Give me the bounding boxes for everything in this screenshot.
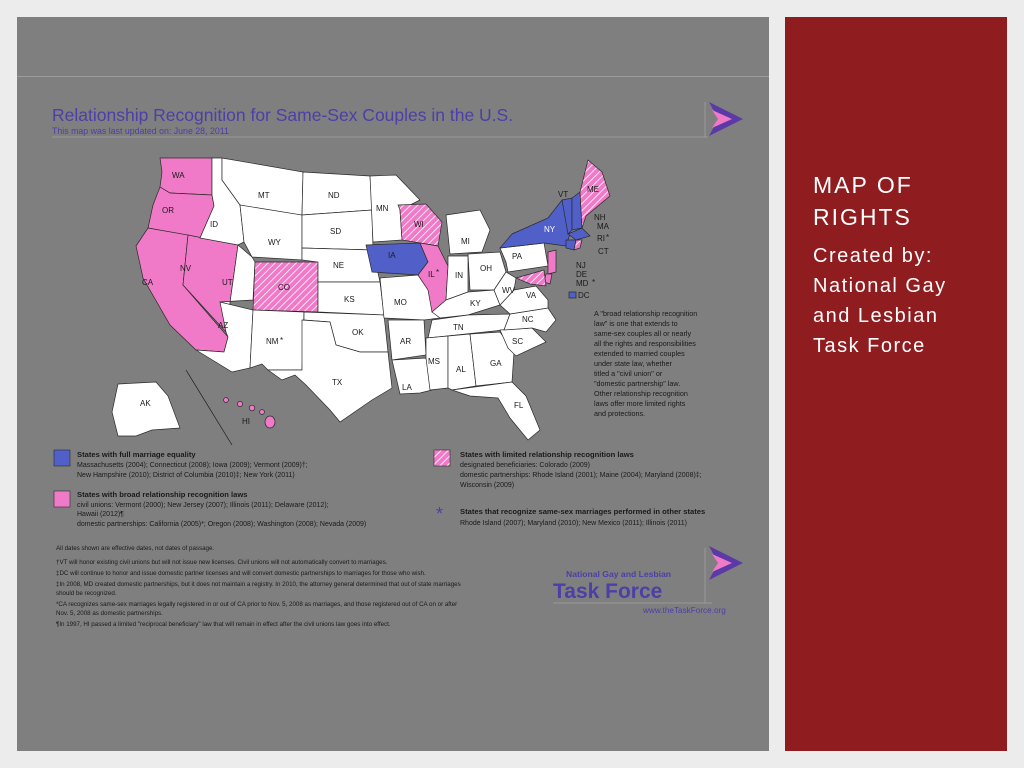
state-label-ct: CT [598,247,609,256]
footnote-line: †VT will honor existing civil unions but will not issue new licenses. Civil unions will not automatically convert to marriages. [56,559,388,566]
state-label-or: OR [162,206,174,215]
definition-line: "domestic partnership" law. [594,379,681,388]
state-label-hi: HI [242,417,250,426]
state-label-sd: SD [330,227,342,236]
state-label-tn: TN [453,323,464,332]
definition-line: extended to married couples [594,349,685,358]
state-label-ga: GA [490,359,502,368]
state-label-md: MD [576,279,589,288]
state-mi [446,210,490,254]
taskforce-arrow-icon [709,102,743,136]
asterisk-nm: * [280,336,284,345]
logo-url: www.theTaskForce.org [643,606,726,615]
asterisk-md: * [592,278,596,287]
state-md [516,270,546,286]
state-wy [240,205,302,260]
legend-swatch-full [54,450,70,466]
state-label-wv: WV [502,286,515,295]
slide-subtitle-line: Created by: [813,245,933,267]
legend-line: domestic partnerships: Rhode Island (2001); Maine (2004); Maryland (2008)‡; [460,472,702,479]
state-label-me: ME [587,185,599,194]
state-label-az: AZ [218,321,229,330]
slide-title-line: MAP OF [813,172,913,198]
state-label-ar: AR [400,337,412,346]
state-label-mn: MN [376,204,389,213]
slide-subtitle-line: Task Force [813,335,926,357]
state-fl [452,382,540,440]
state-label-wy: WY [268,238,281,247]
state-label-ne: NE [333,261,345,270]
state-label-ms: MS [428,357,440,366]
state-label-ut: UT [222,278,233,287]
logo-line-2: Task Force [553,580,663,603]
state-label-mi: MI [461,237,470,246]
footnote-line: ‡DC will continue to honor and issue domestic partner licenses and will convert domestic partnerships to marriages for those who wish. [56,570,426,577]
legend-heading-limited: States with limited relationship recognition laws [460,450,634,459]
footnote-line: ¶In 1997, HI passed a limited "reciprocal beneficiary" law that will remain in effect after the civil unions law goes into effect. [56,621,391,628]
state-label-oh: OH [480,264,492,273]
state-label-pa: PA [512,252,523,261]
state-label-ky: KY [470,299,481,308]
definition-note [594,309,697,418]
state-ak [112,382,180,436]
state-label-de: DE [576,270,588,279]
state-label-ny: NY [544,225,556,234]
asterisk-ri: * [606,233,610,242]
legend-swatch-limited [434,450,450,466]
taskforce-logo [553,546,743,615]
state-label-wi: WI [414,220,424,229]
footnote-line: All dates shown are effective dates, not dates of passage. [56,545,215,552]
footnote-line: ‡In 2008, MD created domestic partnerships, but it does not maintain a registry. In 2010, the attorney general determined that out of state marriages [56,581,461,588]
state-label-nj: NJ [576,261,586,270]
map-title: Relationship Recognition for Same-Sex Couples in the U.S. [52,105,514,125]
footnote-line: Nov. 5, 2008 as domestic partnerships. [56,610,163,617]
state-label-ca: CA [142,278,154,287]
state-label-la: LA [402,383,412,392]
footnotes [56,545,461,628]
state-label-tx: TX [332,378,343,387]
definition-line: A "broad relationship recognition [594,309,698,318]
state-label-ia: IA [388,251,396,260]
state-label-mo: MO [394,298,407,307]
legend-line: civil unions: Vermont (2000); New Jersey (2007); Illinois (2011); Delaware (2012); [77,502,329,509]
legend-line: Massachusetts (2004); Connecticut (2008); Iowa (2009); Vermont (2009)†; [77,462,308,469]
definition-line: titled a "civil union" or [594,369,663,378]
slide-title-line: RIGHTS [813,204,912,230]
legend-heading-broad: States with broad relationship recognition laws [77,490,248,499]
state-label-ks: KS [344,295,355,304]
definition-line: law" is one that extends to [594,319,678,328]
definition-line: same-sex couples all or nearly [594,329,692,338]
legend-line: domestic partnerships: California (2005)*; Oregon (2008); Washington (2008); Nevada (2009) [77,521,367,528]
state-label-ok: OK [352,328,364,337]
legend-line: Wisconsin (2009) [460,482,515,489]
state-label-sc: SC [512,337,524,346]
state-label-il: IL [428,270,435,279]
state-label-nv: NV [180,264,192,273]
slide-subtitle-line: National Gay [813,275,947,297]
state-label-nm: NM [266,337,279,346]
state-label-dc: DC [578,291,590,300]
footnote-line: *CA recognizes same-sex marriages legally registered in or out of CA prior to Nov. 5, 2008 as marriages, and those registered out of CA on or after [56,601,458,608]
legend-line: Hawaii (2012)¶ [77,511,124,518]
state-label-va: VA [526,291,537,300]
state-ia [366,243,428,275]
legend-asterisk-icon: * [436,504,444,524]
logo-line-1: National Gay and Lesbian [566,569,672,579]
state-nj [548,250,556,274]
legend-heading-full: States with full marriage equality [77,450,196,459]
state-label-vt: VT [558,190,569,199]
state-label-fl: FL [514,401,524,410]
state-ny [500,200,570,248]
legend-swatch-broad [54,491,70,507]
state-label-nh: NH [594,213,606,222]
state-label-nc: NC [522,315,534,324]
state-label-mt: MT [258,191,270,200]
state-label-in: IN [455,271,463,280]
state-label-ma: MA [597,222,609,231]
state-label-al: AL [456,365,466,374]
state-label-wa: WA [172,171,185,180]
legend-heading-recognize: States that recognize same-sex marriages performed in other states [460,507,706,516]
state-label-co: CO [278,283,290,292]
inset-divider [186,370,232,445]
map-updated-date: This map was last updated on: June 28, 2011 [52,126,229,136]
legend-line: designated beneficiaries: Colorado (2009) [460,462,590,469]
legend-line: Rhode Island (2007); Maryland (2010); New Mexico (2011); Illinois (2011) [460,520,687,527]
definition-line: laws offer more limited rights [594,399,686,408]
definition-line: all the rights and responsibilities [594,339,696,348]
footnote-line: should be recognized. [56,590,117,597]
definition-line: and protections. [594,409,646,418]
definition-line: Other relationship recognition [594,389,688,398]
legend [54,450,705,528]
definition-line: under state law, whether [594,359,672,368]
state-label-id: ID [210,220,218,229]
slide-subtitle-line: and Lesbian [813,305,939,327]
state-dc [569,292,576,298]
asterisk-il: * [436,268,440,277]
state-label-ri: RI [597,234,605,243]
state-wa [160,158,212,195]
legend-line: New Hampshire (2010); District of Columbia (2010)‡; New York (2011) [77,472,295,479]
state-label-nd: ND [328,191,340,200]
state-label-ak: AK [140,399,151,408]
logo-arrow-icon [709,546,743,580]
